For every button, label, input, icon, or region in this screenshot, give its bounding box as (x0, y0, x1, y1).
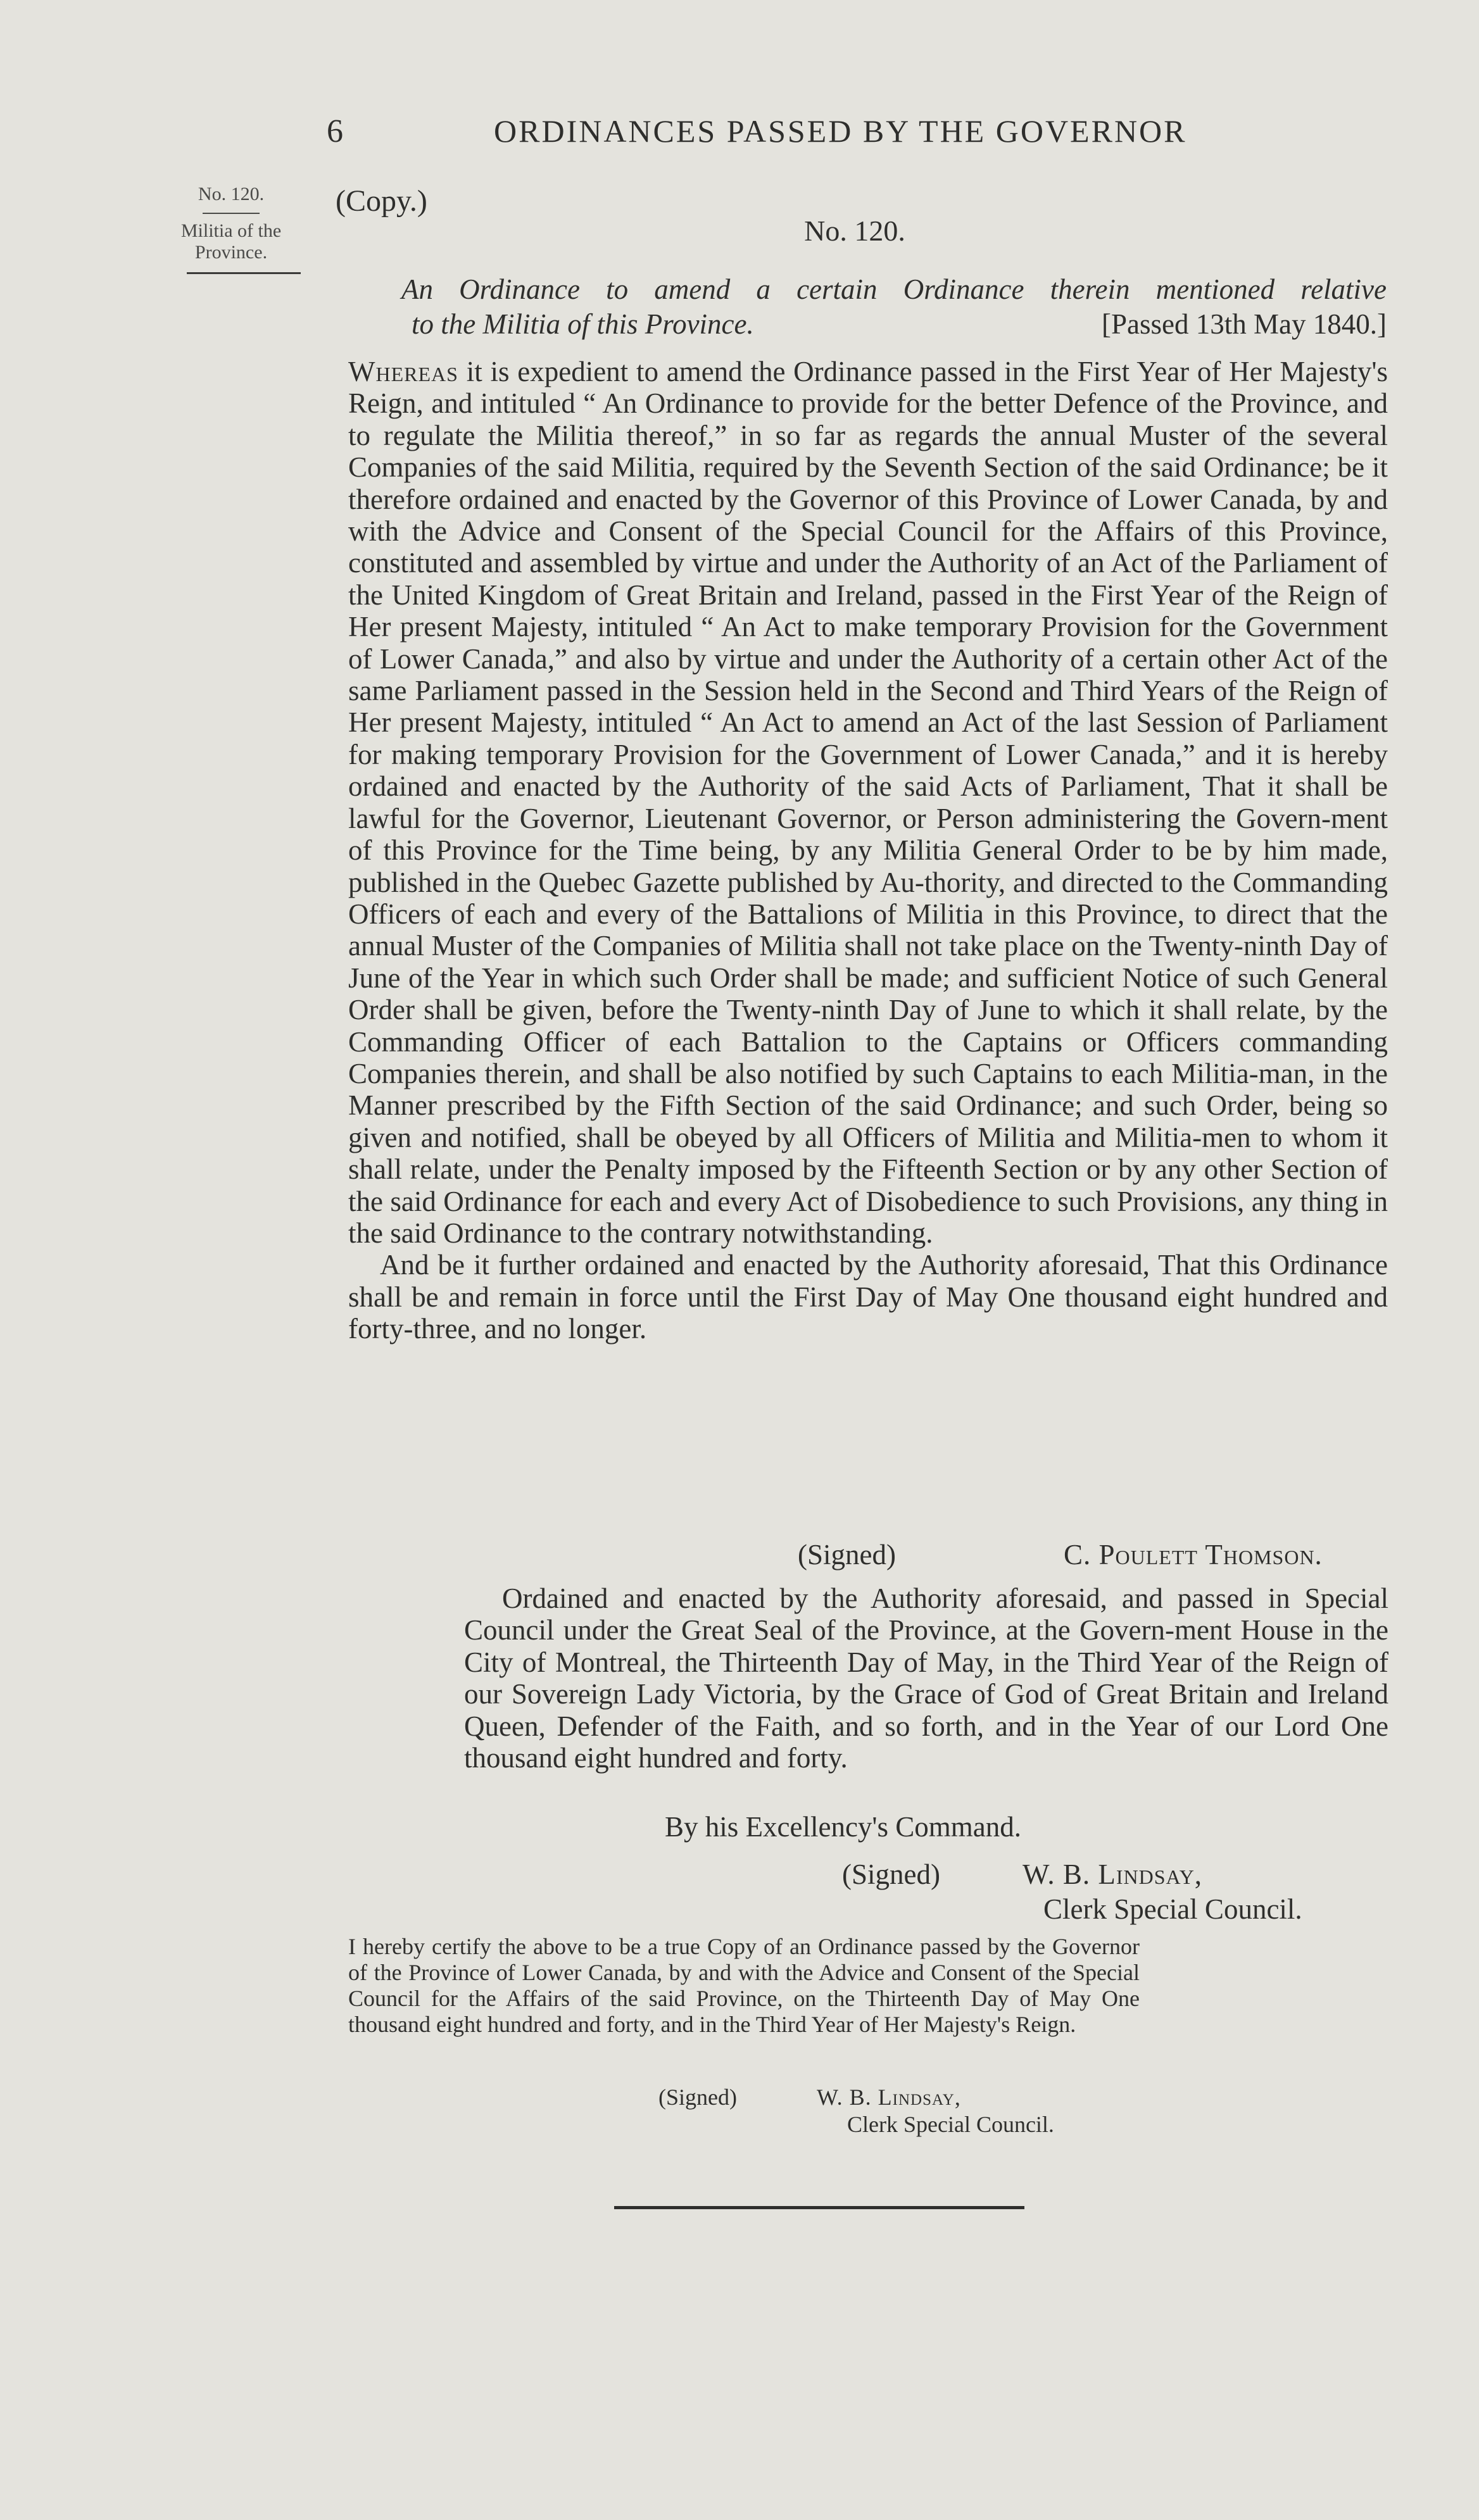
end-rule (614, 2206, 1024, 2209)
page-header (317, 113, 1266, 157)
signed-label-3: (Signed) (658, 2084, 737, 2110)
title-line-2: to the Militia of this Province. (412, 308, 754, 340)
body-paragraph-1-text: it is expedient to amend the Ordinance passed in the First Year of Her Majesty's Reign, and intituled “ An Ordinance to provide for the better Defence of the Province, and to regulate the Militia thereof,” in so far as regards the annual Muster of the several Companies of the said Militia, required by the Seventh Section of the said Ordinance; be it therefore ordained and enacted by the Governor of this Province of Lower Canada, by and with the Advice and Consent of the Special Council for the Affairs of this Province, constituted and assembled by virtue and under the Authority of an Act of the Parliament of the United Kingdom of Great Britain and Ireland, passed in the First Year of the Reign of Her present Majesty, intituled “ An Act to make temporary Provision for the Government of Lower Canada,” and also by virtue and under the Authority of a certain other Act of the same Parliament passed in the Session held in the Second and Third Years of the Reign of Her present Majesty, intituled “ An Act to amend an Act of the last Session of Parliament for making temporary Provision for the Government of Lower Canada,” and it is hereby ordained and enacted by the Authority of the said Acts of Parliament, That it shall be lawful for the Governor, Lieutenant Governor, or Person administering the Govern-ment of this Province for the Time being, by any Militia General Order to be by him made, published in the Quebec Gazette published by Au-thority, and directed to the Commanding Officers of each and every of the Battalions of Militia in this Province, to direct that the annual Muster of the Companies of Militia shall not take place on the Twenty-ninth Day of June of the Year in which such Order shall be made; and sufficient Notice of such General Order shall be given, before the Twenty-ninth Day of June to which it shall relate, by the Commanding Officer of each Battalion to the Captains or Officers commanding Companies therein, and shall be also notified by such Captains to each Militia-man, in the Manner prescribed by the Fifth Section of the said Ordinance; and such Order, being so given and notified, shall be obeyed by all Officers of Militia and Militia-men to whom it shall relate, under the Penalty imposed by the Fifteenth Section or by any other Section of the said Ordinance for each and every Act of Disobedience to such Provisions, any thing in the said Ordinance to the contrary notwithstanding. (348, 356, 1388, 1249)
body-paragraph-2: And be it further ordained and enacted by the Authority aforesaid, That this Ordinance shall be and remain in force until the First Day of May One thousand eight hundred and forty-three, and no longer. (348, 1249, 1388, 1345)
signature-governor (798, 1538, 1323, 1571)
page-number: 6 (327, 113, 343, 149)
ordinance-body (348, 356, 1388, 1345)
command-line: By his Excellency's Command. (665, 1811, 1022, 1843)
signed-label-2: (Signed) (842, 1859, 940, 1890)
enactment-paragraph: Ordained and enacted by the Authority aforesaid, and passed in Special Council under the Great Seal of the Province, at the Govern-ment House in the City of Montreal, the Thirteenth Day of May, in the Third Year of the Reign of our Sovereign Lady Victoria, by the Grace of God of Great Britain and Ireland Queen, Defender of the Faith, and so forth, and in the Year of our Lord One thousand eight hundred and forty. (464, 1583, 1388, 1774)
margin-subject-line1: Militia of the (180, 220, 282, 241)
clerk-name-1: W. B. Lindsay, (1023, 1859, 1203, 1890)
whereas-lead: Whereas (348, 356, 458, 387)
clerk-name-2: W. B. Lindsay, (817, 2084, 961, 2110)
governor-name: C. Poulett Thomson. (1064, 1539, 1323, 1570)
margin-note (158, 184, 304, 274)
margin-ordinance-number: No. 120. (198, 184, 265, 204)
title-line-2-wrap (348, 307, 1387, 342)
margin-divider (203, 213, 260, 214)
copy-label: (Copy.) (336, 184, 427, 218)
margin-rule (187, 272, 301, 274)
clerk-title-2: Clerk Special Council. (847, 2112, 1054, 2137)
passed-date: [Passed 13th May 1840.] (1102, 308, 1387, 340)
clerk-title-1: Clerk Special Council. (1043, 1893, 1302, 1925)
title-line-1: An Ordinance to amend a certain Ordinance therein mentioned relative (401, 273, 1387, 305)
body-paragraph-1 (348, 356, 1388, 1249)
running-title: ORDINANCES PASSED BY THE GOVERNOR (494, 113, 1187, 149)
certificate-paragraph: I hereby certify the above to be a true Copy of an Ordinance passed by the Governor of the Province of Lower Canada, by and with the Advice and Consent of the Special Council for the Affairs of the said Province, on the Thirteenth Day of May One thousand eight hundred and forty, and in the Third Year of Her Majesty's Reign. (348, 1934, 1140, 2037)
ordinance-number: No. 120. (804, 215, 905, 247)
ordinance-title (348, 272, 1387, 342)
margin-subject-line2: Province. (194, 242, 268, 263)
signed-label-1: (Signed) (798, 1539, 896, 1570)
